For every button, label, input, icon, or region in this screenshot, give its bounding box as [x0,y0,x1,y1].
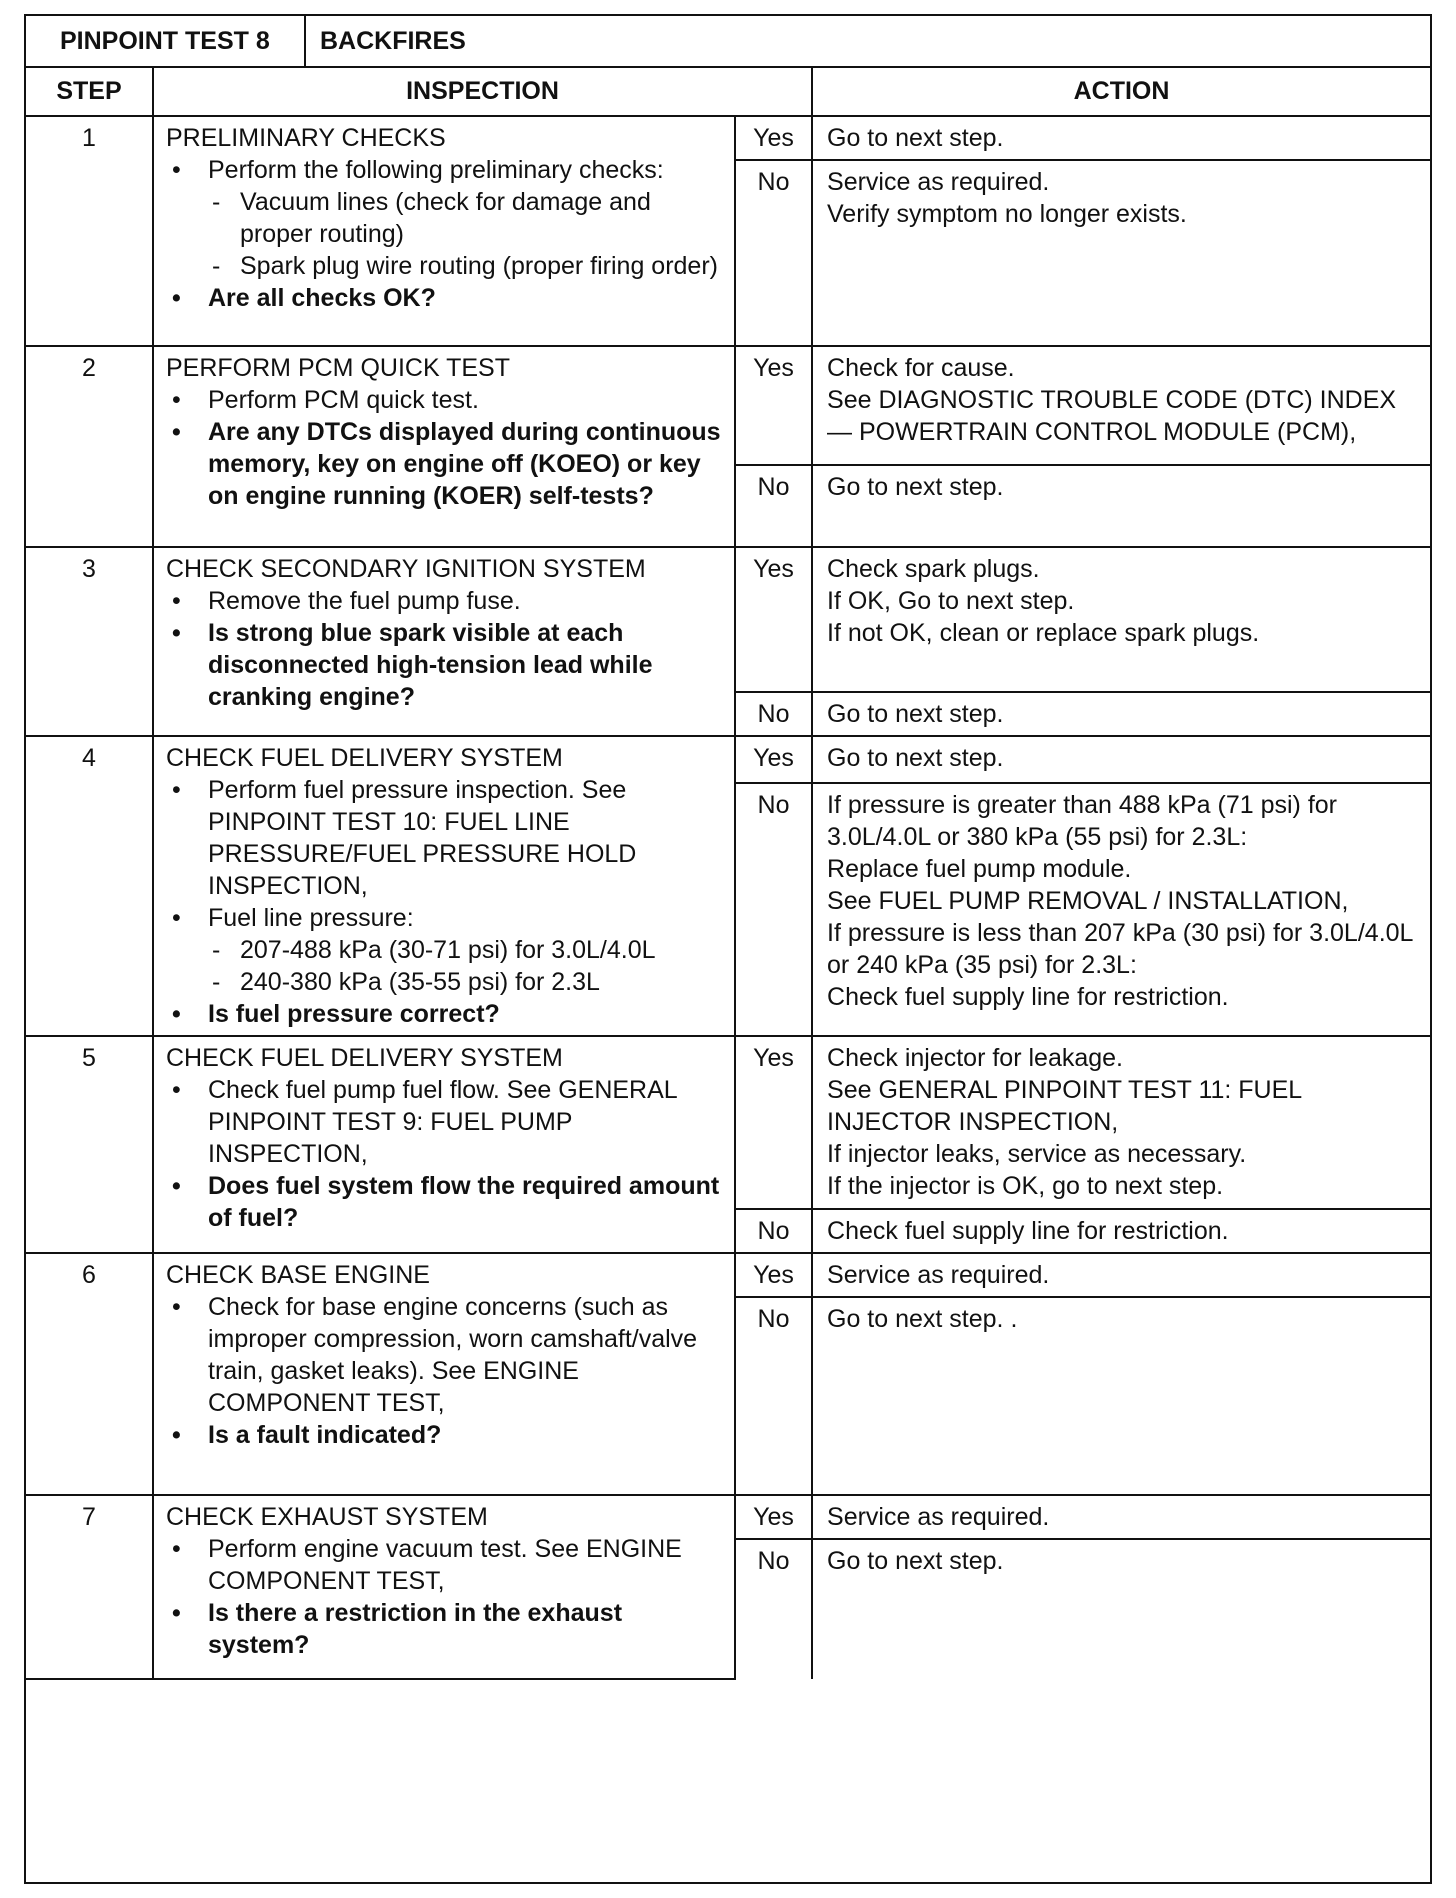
step-title: CHECK BASE ENGINE [166,1261,430,1289]
table-row [26,1495,1430,1539]
no-label: No [735,1297,812,1495]
question: • Does fuel system flow the required amount of fuel? [166,1170,722,1234]
step-title: CHECK FUEL DELIVERY SYSTEM [166,744,563,772]
step-number: 2 [26,346,153,547]
no-action: Service as required. Verify symptom no longer exists. [812,160,1430,346]
yes-action: Check injector for leakage. See GENERAL PINPOINT TEST 11: FUEL INJECTOR INSPECTION, If injector leaks, service as necessary. If the injector is OK, go to next step. [812,1036,1430,1209]
no-label: No [735,1539,812,1679]
inspection-cell [153,1253,735,1495]
test-label: PINPOINT TEST 8 [26,16,306,66]
list-item: • Check for base engine concerns (such as improper compression, worn camshaft/valve train, gasket leaks). See ENGINE COMPONENT TEST, [166,1291,722,1419]
question: • Is a fault indicated? [166,1419,722,1451]
yes-label: Yes [735,547,812,692]
step-number: 1 [26,116,153,346]
yes-label: Yes [735,1036,812,1209]
inspection-cell [153,547,735,736]
no-action: Go to next step. [812,692,1430,736]
no-action: Go to next step. [812,1539,1430,1679]
step-title: PRELIMINARY CHECKS [166,124,446,152]
inspection-cell [153,1495,735,1679]
list-item: • Fuel line pressure: - 207-488 kPa (30-71 psi) for 3.0L/4.0L - 240-380 kPa (35-55 psi) for 2.3L [166,902,722,998]
table-row [26,1253,1430,1297]
step-title: CHECK FUEL DELIVERY SYSTEM [166,1044,563,1072]
list-item: • Perform engine vacuum test. See ENGINE COMPONENT TEST, [166,1533,722,1597]
yes-action: Go to next step. [812,736,1430,783]
step-number: 5 [26,1036,153,1253]
list-item: • Check fuel pump fuel flow. See GENERAL PINPOINT TEST 9: FUEL PUMP INSPECTION, [166,1074,722,1170]
no-label: No [735,1209,812,1253]
no-action: Go to next step. . [812,1297,1430,1495]
column-header-step: STEP [26,68,153,116]
table-row [26,116,1430,160]
yes-action: Go to next step. [812,116,1430,160]
question: • Are any DTCs displayed during continuous memory, key on engine off (KOEO) or key on engine running (KOER) self-tests? [166,416,722,512]
yes-action: Check for cause. See DIAGNOSTIC TROUBLE CODE (DTC) INDEX — POWERTRAIN CONTROL MODULE (PCM), [812,346,1430,465]
yes-label: Yes [735,116,812,160]
inspection-cell [153,346,735,547]
question: • Is fuel pressure correct? [166,998,722,1030]
table-row [26,547,1430,692]
question: • Are all checks OK? [166,282,722,314]
no-label: No [735,465,812,547]
step-number: 3 [26,547,153,736]
column-header-inspection: INSPECTION [153,68,812,116]
title-row [26,16,1430,68]
step-title: CHECK EXHAUST SYSTEM [166,1503,488,1531]
step-title: CHECK SECONDARY IGNITION SYSTEM [166,555,646,583]
no-label: No [735,783,812,1036]
list-item: • Perform the following preliminary checks: - Vacuum lines (check for damage and proper routing) - Spark plug wire routing (proper firing order) [166,154,722,282]
no-label: No [735,160,812,346]
list-item: - Vacuum lines (check for damage and proper routing) [208,186,722,250]
yes-label: Yes [735,1495,812,1539]
list-item: • Remove the fuel pump fuse. [166,585,722,617]
step-number: 4 [26,736,153,1036]
step-number: 7 [26,1495,153,1679]
no-label: No [735,692,812,736]
table-row [26,1036,1430,1209]
no-action: Check fuel supply line for restriction. [812,1209,1430,1253]
step-number: 6 [26,1253,153,1495]
table-row [26,346,1430,465]
list-item: - 240-380 kPa (35-55 psi) for 2.3L [208,966,722,998]
column-header-action: ACTION [812,68,1430,116]
yes-label: Yes [735,1253,812,1297]
no-action: If pressure is greater than 488 kPa (71 psi) for 3.0L/4.0L or 380 kPa (55 psi) for 2.3L: Replace fuel pump module. See FUEL PUMP REMOVAL / INSTALLATION, If pressure is less than 207 kPa (30 psi) for 3.0L/4.0L or 240 kPa (35 psi) for 2.3L: Check fuel supply line for restriction. [812,783,1430,1036]
yes-label: Yes [735,736,812,783]
no-action: Go to next step. [812,465,1430,547]
inspection-table [26,68,1430,1680]
inspection-cell [153,116,735,346]
list-item: • Perform PCM quick test. [166,384,722,416]
yes-label: Yes [735,346,812,465]
yes-action: Service as required. [812,1253,1430,1297]
column-header-row [26,68,1430,116]
inspection-cell [153,736,735,1036]
question: • Is there a restriction in the exhaust system? [166,1597,722,1661]
test-name: BACKFIRES [320,26,466,55]
yes-action: Check spark plugs. If OK, Go to next step. If not OK, clean or replace spark plugs. [812,547,1430,692]
pinpoint-test-sheet [24,14,1432,1884]
list-item: - 207-488 kPa (30-71 psi) for 3.0L/4.0L [208,934,722,966]
list-item: - Spark plug wire routing (proper firing order) [208,250,722,282]
table-row [26,736,1430,783]
list-item: • Perform fuel pressure inspection. See PINPOINT TEST 10: FUEL LINE PRESSURE/FUEL PRESSURE HOLD INSPECTION, [166,774,722,902]
question: • Is strong blue spark visible at each disconnected high-tension lead while cranking engine? [166,617,722,713]
step-title: PERFORM PCM QUICK TEST [166,354,511,382]
yes-action: Service as required. [812,1495,1430,1539]
inspection-cell [153,1036,735,1253]
